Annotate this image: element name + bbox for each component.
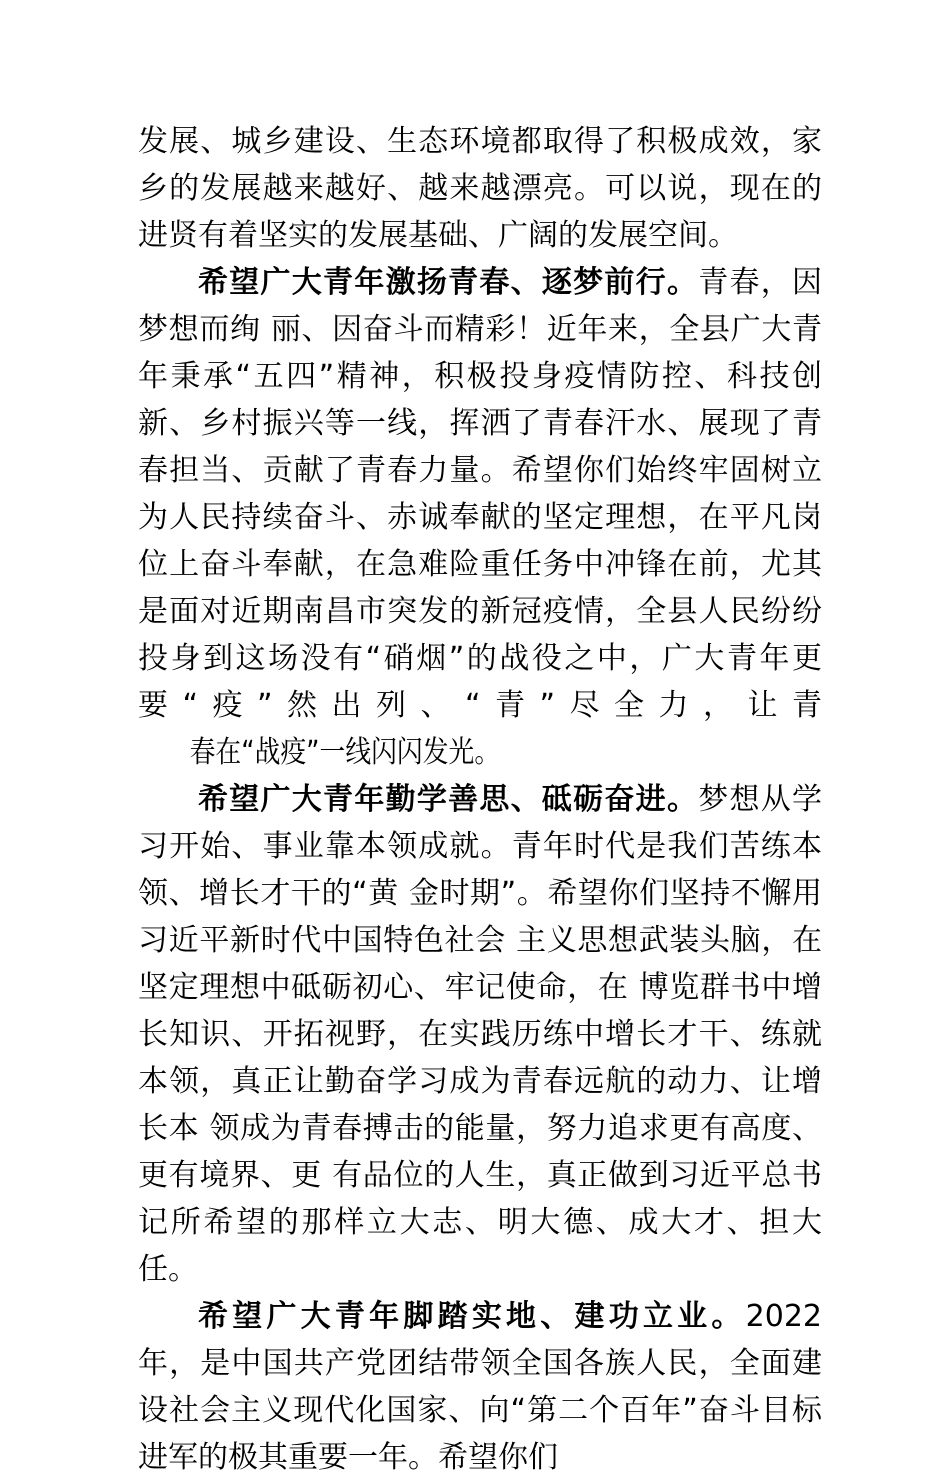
paragraph-lead-heading: 希望广大青年激扬青春、逐梦前行。 bbox=[198, 265, 699, 300]
paragraph-youth-spirit bbox=[138, 259, 822, 776]
paragraph-text: 发展、城乡建设、生态环境都取得了积极成效，家乡的发展越来越好、越来越漂亮。可以说，现在的进贤有着坚实的发展基础、广阔的发展空间。 bbox=[138, 124, 822, 253]
paragraph-lead-heading: 希望广大青年脚踏实地、建功立业。 bbox=[198, 1299, 746, 1334]
paragraph-study-hard bbox=[138, 776, 822, 1293]
paragraph-tail-condensed: 春在“战疫”一线闪闪发光。 bbox=[189, 735, 501, 770]
paragraph-text: 青春，因梦想而绚 丽、因奋斗而精彩！近年来，全县广大青年秉承“五四”精神，积极投身疫情防控、科技创新、乡村振兴等一线，挥洒了青春汗水、展现了青春担当、贡献了青春力量。希望你们始终牢固树立为人民持续奋斗、赤诚奉献的坚定理想，在平凡岗位上奋斗奉献，在急难险重任务中冲锋在前，尤其是面对近期南昌市突发的新冠疫情，全县人民纷纷投身到这场没有“硝烟”的战役之中，广大青年更要“疫”然出列、“青”尽全力，让青 bbox=[138, 265, 823, 723]
paragraph-text: 梦想从学习开始、事业靠本领成就。青年时代是我们苦练本领、增长才干的“黄 金时期”。希望你们坚持不懈用习近平新时代中国特色社会 主义思想武装头脑，在坚定理想中砥砺初心、牢记使命，在 博览群书中增长知识、开拓视野，在实践历练中增长才干、练就本领，真正让勤奋学习成为青春远航的动力、让增长本 领成为青春搏击的能量，努力追求更有高度、更有境界、更 有品位的人生，真正做到习近平总书记所希望的那样立大志、明大德、成大才、担大任。 bbox=[138, 782, 823, 1287]
paragraph-down-to-earth bbox=[138, 1293, 822, 1481]
paragraph-continuation bbox=[138, 118, 822, 259]
paragraph-text: 2022 年，是中国共产党团结带领全国各族人民，全面建设社会主义现代化国家、向“第二个百年”奋斗目标进军的极其重要一年。希望你们 bbox=[138, 1299, 822, 1475]
document-body bbox=[138, 118, 822, 1481]
paragraph-lead-heading: 希望广大青年勤学善思、砥砺奋进。 bbox=[198, 782, 699, 817]
